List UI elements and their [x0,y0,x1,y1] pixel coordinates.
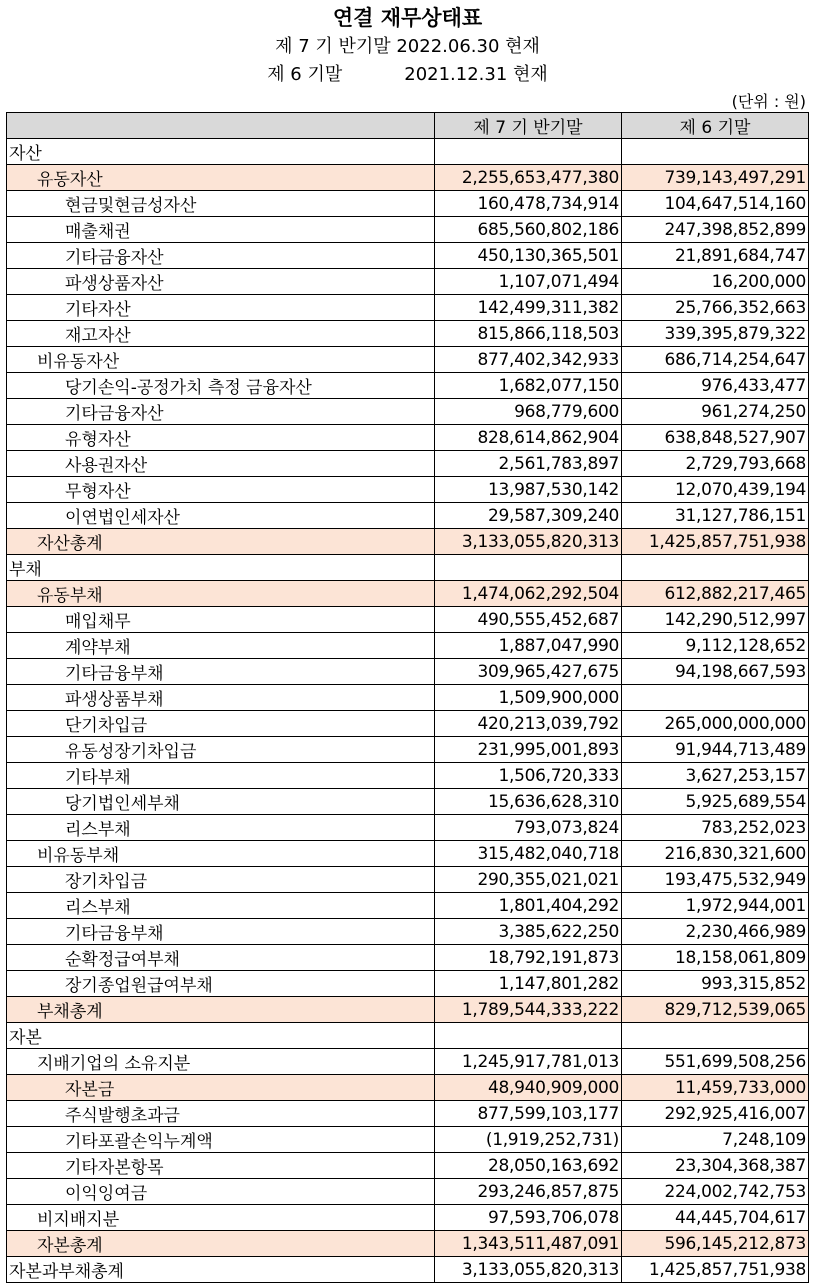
previous-period-value: 21,891,684,747 [622,243,809,269]
table-row [7,1205,809,1231]
header-previous-period: 제 6 기말 [622,113,809,139]
previous-period-value: 18,158,061,809 [622,945,809,971]
table-row [7,659,809,685]
table-row [7,451,809,477]
table-row [7,1231,809,1257]
current-period-value [435,1023,622,1049]
previous-period-value: 94,198,667,593 [622,659,809,685]
account-name-cell: 자산총계 [7,529,435,555]
account-name-cell: 단기차입금 [7,711,435,737]
current-period-value: 1,506,720,333 [435,763,622,789]
account-name-cell: 자본총계 [7,1231,435,1257]
previous-period-value: 216,830,321,600 [622,841,809,867]
balance-sheet-table [6,112,809,1283]
previous-period-value: 31,127,786,151 [622,503,809,529]
table-row [7,789,809,815]
table-row [7,1049,809,1075]
table-row [7,737,809,763]
current-period-value: 2,561,783,897 [435,451,622,477]
previous-period-value: 91,944,713,489 [622,737,809,763]
table-row [7,971,809,997]
table-row [7,945,809,971]
table-row [7,165,809,191]
previous-period-value: 686,714,254,647 [622,347,809,373]
previous-period-value: 44,445,704,617 [622,1205,809,1231]
account-name-cell: 매입채무 [7,607,435,633]
account-name-cell: 이익잉여금 [7,1179,435,1205]
table-row [7,477,809,503]
previous-period-value: 1,425,857,751,938 [622,529,809,555]
account-name-cell: 비유동자산 [7,347,435,373]
current-period-value: 490,555,452,687 [435,607,622,633]
current-period-value: 28,050,163,692 [435,1153,622,1179]
period-current: 제 7 기 반기말 2022.06.30 현재 [275,36,540,57]
current-period-value: 29,587,309,240 [435,503,622,529]
current-period-value: 231,995,001,893 [435,737,622,763]
previous-period-value: 11,459,733,000 [622,1075,809,1101]
table-row [7,503,809,529]
previous-period-value: 25,766,352,663 [622,295,809,321]
previous-period-value: 612,882,217,465 [622,581,809,607]
header-current-period: 제 7 기 반기말 [435,113,622,139]
table-row [7,191,809,217]
current-period-value: 828,614,862,904 [435,425,622,451]
table-row [7,347,809,373]
previous-period-value: 224,002,742,753 [622,1179,809,1205]
previous-period-value: 739,143,497,291 [622,165,809,191]
table-row [7,295,809,321]
account-name-cell: 당기손익-공정가치 측정 금융자산 [7,373,435,399]
table-row [7,581,809,607]
table-row [7,269,809,295]
current-period-value: 160,478,734,914 [435,191,622,217]
period-previous [0,60,815,86]
previous-period-value: 551,699,508,256 [622,1049,809,1075]
table-row [7,685,809,711]
account-name-cell: 비유동부채 [7,841,435,867]
account-name-cell: 부채 [7,555,435,581]
table-row [7,1127,809,1153]
table-row [7,425,809,451]
current-period-value: 2,255,653,477,380 [435,165,622,191]
table-row [7,867,809,893]
table-row [7,1023,809,1049]
current-period-value: 1,682,077,150 [435,373,622,399]
previous-period-value: 783,252,023 [622,815,809,841]
current-period-value: 15,636,628,310 [435,789,622,815]
previous-period-value: 3,627,253,157 [622,763,809,789]
account-name-cell: 재고자산 [7,321,435,347]
table-row [7,997,809,1023]
current-period-value: 309,965,427,675 [435,659,622,685]
current-period-value: 293,246,857,875 [435,1179,622,1205]
account-name-cell: 자산 [7,139,435,165]
account-name-cell: 자본금 [7,1075,435,1101]
account-name-cell: 기타금융자산 [7,243,435,269]
previous-period-value: 23,304,368,387 [622,1153,809,1179]
current-period-value: 968,779,600 [435,399,622,425]
current-period-value: 3,133,055,820,313 [435,529,622,555]
previous-period-value: 142,290,512,997 [622,607,809,633]
current-period-value: 97,593,706,078 [435,1205,622,1231]
current-period-value: 815,866,118,503 [435,321,622,347]
table-row [7,841,809,867]
table-row [7,243,809,269]
previous-period-value: 265,000,000,000 [622,711,809,737]
account-name-cell: 기타자본항목 [7,1153,435,1179]
current-period-value: 1,474,062,292,504 [435,581,622,607]
previous-period-value: 9,112,128,652 [622,633,809,659]
previous-period-value: 1,425,857,751,938 [622,1257,809,1283]
previous-period-value: 12,070,439,194 [622,477,809,503]
table-row [7,321,809,347]
account-name-cell: 기타금융자산 [7,399,435,425]
table-row [7,529,809,555]
account-name-cell: 자본과부채총계 [7,1257,435,1283]
current-period-value [435,139,622,165]
previous-period-value: 976,433,477 [622,373,809,399]
table-row [7,1101,809,1127]
period-previous-date: 2021.12.31 현재 [404,64,548,85]
account-name-cell: 리스부채 [7,815,435,841]
unit-label: (단위 : 원) [731,92,806,111]
current-period-value: 1,343,511,487,091 [435,1231,622,1257]
account-name-cell: 파생상품부채 [7,685,435,711]
table-row [7,607,809,633]
current-period-value: 793,073,824 [435,815,622,841]
account-name-cell: 파생상품자산 [7,269,435,295]
current-period-value: 1,801,404,292 [435,893,622,919]
table-row [7,815,809,841]
previous-period-value [622,555,809,581]
header-account [7,113,435,139]
account-name-cell: 유동자산 [7,165,435,191]
account-name-cell: 장기종업원급여부채 [7,971,435,997]
current-period-value: 3,133,055,820,313 [435,1257,622,1283]
account-name-cell: 사용권자산 [7,451,435,477]
previous-period-value: 5,925,689,554 [622,789,809,815]
current-period-value: 1,107,071,494 [435,269,622,295]
table-row [7,139,809,165]
previous-period-value: 247,398,852,899 [622,217,809,243]
table-row [7,633,809,659]
table-row [7,1257,809,1283]
current-period-value: 1,147,801,282 [435,971,622,997]
current-period-value: 450,130,365,501 [435,243,622,269]
current-period-value: 3,385,622,250 [435,919,622,945]
account-name-cell: 주식발행초과금 [7,1101,435,1127]
table-row [7,711,809,737]
previous-period-value: 993,315,852 [622,971,809,997]
account-name-cell: 장기차입금 [7,867,435,893]
current-period-value: 290,355,021,021 [435,867,622,893]
previous-period-value: 829,712,539,065 [622,997,809,1023]
account-name-cell: 순확정급여부채 [7,945,435,971]
previous-period-value: 596,145,212,873 [622,1231,809,1257]
previous-period-value: 638,848,527,907 [622,425,809,451]
current-period-value: 1,509,900,000 [435,685,622,711]
table-row [7,893,809,919]
account-name-cell: 유형자산 [7,425,435,451]
table-body [7,139,809,1283]
account-name-cell: 계약부채 [7,633,435,659]
table-row [7,1075,809,1101]
account-name-cell: 당기법인세부채 [7,789,435,815]
current-period-value: 13,987,530,142 [435,477,622,503]
previous-period-value [622,685,809,711]
previous-period-value [622,139,809,165]
account-name-cell: 무형자산 [7,477,435,503]
current-period-value: 877,402,342,933 [435,347,622,373]
account-name-cell: 지배기업의 소유지분 [7,1049,435,1075]
current-period-value: 315,482,040,718 [435,841,622,867]
account-name-cell: 이연법인세자산 [7,503,435,529]
current-period-value: 1,789,544,333,222 [435,997,622,1023]
account-name-cell: 비지배지분 [7,1205,435,1231]
previous-period-value: 7,248,109 [622,1127,809,1153]
previous-period-value: 339,395,879,322 [622,321,809,347]
current-period-value: 1,887,047,990 [435,633,622,659]
account-name-cell: 기타포괄손익누계액 [7,1127,435,1153]
report-title: 연결 재무상태표 [332,6,483,30]
account-name-cell: 유동부채 [7,581,435,607]
current-period-value: 877,599,103,177 [435,1101,622,1127]
period-previous-label: 제 6 기말 [267,64,343,85]
table-row [7,555,809,581]
previous-period-value: 104,647,514,160 [622,191,809,217]
current-period-value: 420,213,039,792 [435,711,622,737]
previous-period-value: 2,230,466,989 [622,919,809,945]
previous-period-value: 2,729,793,668 [622,451,809,477]
account-name-cell: 기타금융부채 [7,919,435,945]
current-period-value: 142,499,311,382 [435,295,622,321]
previous-period-value: 1,972,944,001 [622,893,809,919]
table-row [7,373,809,399]
table-row [7,217,809,243]
account-name-cell: 매출채권 [7,217,435,243]
table-row [7,919,809,945]
previous-period-value [622,1023,809,1049]
table-row [7,1153,809,1179]
current-period-value: 48,940,909,000 [435,1075,622,1101]
account-name-cell: 리스부채 [7,893,435,919]
account-name-cell: 기타금융부채 [7,659,435,685]
current-period-value: 1,245,917,781,013 [435,1049,622,1075]
account-name-cell: 부채총계 [7,997,435,1023]
current-period-value [435,555,622,581]
account-name-cell: 기타자산 [7,295,435,321]
table-row [7,399,809,425]
previous-period-value: 193,475,532,949 [622,867,809,893]
table-header-row [7,113,809,139]
account-name-cell: 기타부채 [7,763,435,789]
account-name-cell: 현금및현금성자산 [7,191,435,217]
table-row [7,1179,809,1205]
table-row [7,763,809,789]
current-period-value: (1,919,252,731) [435,1127,622,1153]
previous-period-value: 292,925,416,007 [622,1101,809,1127]
current-period-value: 685,560,802,186 [435,217,622,243]
account-name-cell: 유동성장기차입금 [7,737,435,763]
account-name-cell: 자본 [7,1023,435,1049]
previous-period-value: 961,274,250 [622,399,809,425]
previous-period-value: 16,200,000 [622,269,809,295]
current-period-value: 18,792,191,873 [435,945,622,971]
